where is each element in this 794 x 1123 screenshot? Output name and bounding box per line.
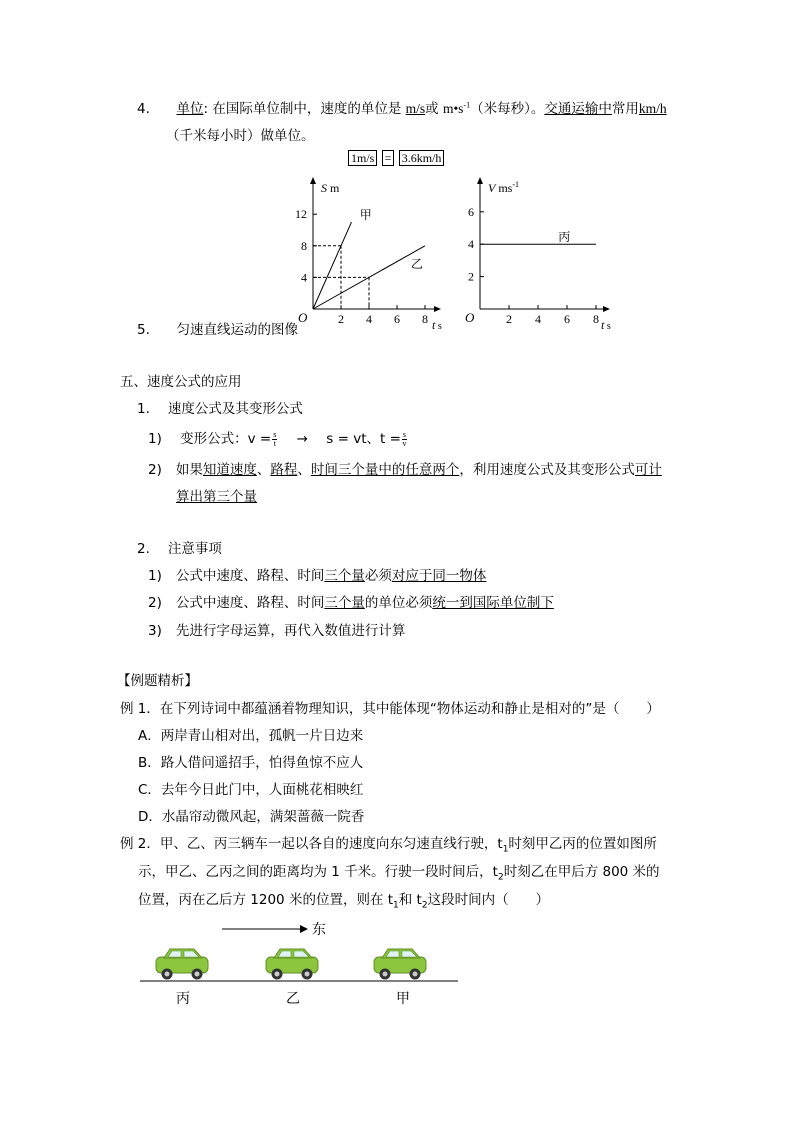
- ex1-option-d: D．水晶帘动微风起，满架蔷薇一院香: [138, 809, 365, 825]
- series-line-jia: [313, 222, 352, 309]
- y-tick-label: 6: [468, 204, 474, 219]
- ex2-line3: 位置，丙在乙后方 1200 米的位置，则在 $t_1$和 $t_2$这段时间内（ ）: [138, 892, 550, 911]
- car-hub: [383, 972, 388, 977]
- x-axis-arrow-icon: [603, 306, 610, 312]
- sec4-line2: （千米每小时）做单位。: [166, 128, 315, 144]
- p5-item1: 1) 变形公式：v = $\frac{s}{t}$ → s = vt、t = $\frac{s}{v}$: [148, 429, 407, 448]
- series-label-yi: 乙: [411, 256, 424, 271]
- p5-item2-line2: 算出第三个量: [176, 489, 257, 505]
- unit-kmh: km/h: [638, 101, 667, 116]
- series-label-bing: 丙: [558, 229, 571, 244]
- x-tick-label: 8: [593, 312, 599, 326]
- ex1-option-b: B．路人借问遥招手，怕得鱼惊不应人: [138, 755, 364, 771]
- car-hub: [413, 972, 418, 977]
- p5-note3: 3) 先进行字母运算，再代入数值进行计算: [148, 623, 406, 639]
- arrow-icon: →: [296, 431, 308, 447]
- x-axis-label: t s: [601, 318, 611, 332]
- east-arrow-icon: [300, 925, 308, 933]
- vt-chart: [460, 176, 620, 336]
- east-label: 东: [312, 923, 326, 938]
- y-axis-label: V $ms^{-1}$: [488, 180, 520, 195]
- sec4-line1: 4. 单位: 在国际单位制中，速度的单位是 m/s或 $m•s^{-1}$（米每秒）。交通运输中常用km/h: [137, 100, 667, 117]
- car-hub: [305, 972, 310, 977]
- sec4-term-unit: 单位: [176, 101, 204, 117]
- car-hub: [195, 972, 200, 977]
- part5-title: 五、速度公式的应用: [120, 374, 242, 390]
- car-hub: [165, 972, 170, 977]
- x-tick-label: 8: [422, 312, 428, 326]
- unit-conversion: [348, 150, 444, 166]
- p5-note2: 2) 公式中速度、路程、时间三个量的单位必须统一到国际单位制下: [148, 595, 554, 611]
- car-hub: [275, 972, 280, 977]
- y-axis-arrow-icon: [310, 177, 316, 184]
- y-tick-label: 8: [301, 238, 307, 253]
- car-label-jia: 甲: [396, 991, 410, 1007]
- car-label-yi: 乙: [286, 991, 300, 1007]
- st-chart: [295, 176, 445, 336]
- car-yi-icon: [266, 949, 318, 980]
- y-tick-label: 2: [468, 269, 474, 284]
- x-axis-label: t s: [432, 318, 442, 332]
- unit-ms: m/s: [405, 101, 426, 116]
- x-tick-label: 2: [506, 312, 512, 326]
- conv-left: 1m/s: [348, 150, 377, 166]
- sec4-num: 4.: [137, 101, 150, 117]
- x-tick-label: 4: [366, 312, 372, 326]
- car-label-bing: 丙: [176, 991, 190, 1007]
- x-tick-label: 2: [338, 312, 344, 326]
- unit-ms-inv: $m•s^{-1}$: [442, 100, 471, 116]
- ex1-option-c: C．去年今日此门中，人面桃花相映红: [138, 782, 364, 798]
- x-tick-label: 4: [535, 312, 541, 326]
- y-axis-label: S m: [321, 181, 340, 195]
- origin-label: O: [298, 310, 308, 325]
- p5-s2: 2. 注意事项: [137, 541, 222, 557]
- series-label-jia: 甲: [359, 207, 372, 222]
- x-axis-arrow-icon: [434, 306, 441, 312]
- p5-item2: 2) 如果知道速度、路程、时间三个量中的任意两个，利用速度公式及其变形公式可计: [148, 462, 662, 478]
- conv-eq: =: [382, 150, 395, 166]
- y-tick-label: 4: [301, 270, 307, 285]
- ex2-line1: 例 2．甲、乙、丙三辆车一起以各自的速度向东匀速直线行驶，$t_1$时刻甲乙丙的位置如图所: [120, 836, 657, 855]
- p5-s1: 1. 速度公式及其变形公式: [137, 401, 303, 417]
- y-axis-arrow-icon: [477, 177, 483, 184]
- origin-label: O: [465, 310, 475, 325]
- p5-note1: 1) 公式中速度、路程、时间三个量必须对应于同一物体: [148, 568, 487, 584]
- y-tick-label: 12: [295, 207, 307, 222]
- examples-header: 【例题精析】: [117, 673, 198, 689]
- car-bing-icon: [156, 949, 208, 980]
- x-tick-label: 6: [564, 312, 570, 326]
- ex1-option-a: A．两岸青山相对出，孤帆一片日边来: [138, 728, 364, 744]
- ex1-question: 例 1．在下列诗词中都蕴涵着物理知识，其中能体现“物体运动和静止是相对的”是（ ）: [120, 701, 660, 717]
- conv-right: 3.6km/h: [399, 150, 445, 166]
- sec5-heading: 5. 匀速直线运动的图像: [137, 322, 298, 338]
- car-jia-icon: [374, 949, 426, 980]
- ex2-line2: 示，甲乙、乙丙之间的距离均为 1 千米。行驶一段时间后，$t_2$时刻乙在甲后方 800 米的: [138, 864, 660, 883]
- y-tick-label: 4: [468, 237, 474, 252]
- x-tick-label: 6: [394, 312, 400, 326]
